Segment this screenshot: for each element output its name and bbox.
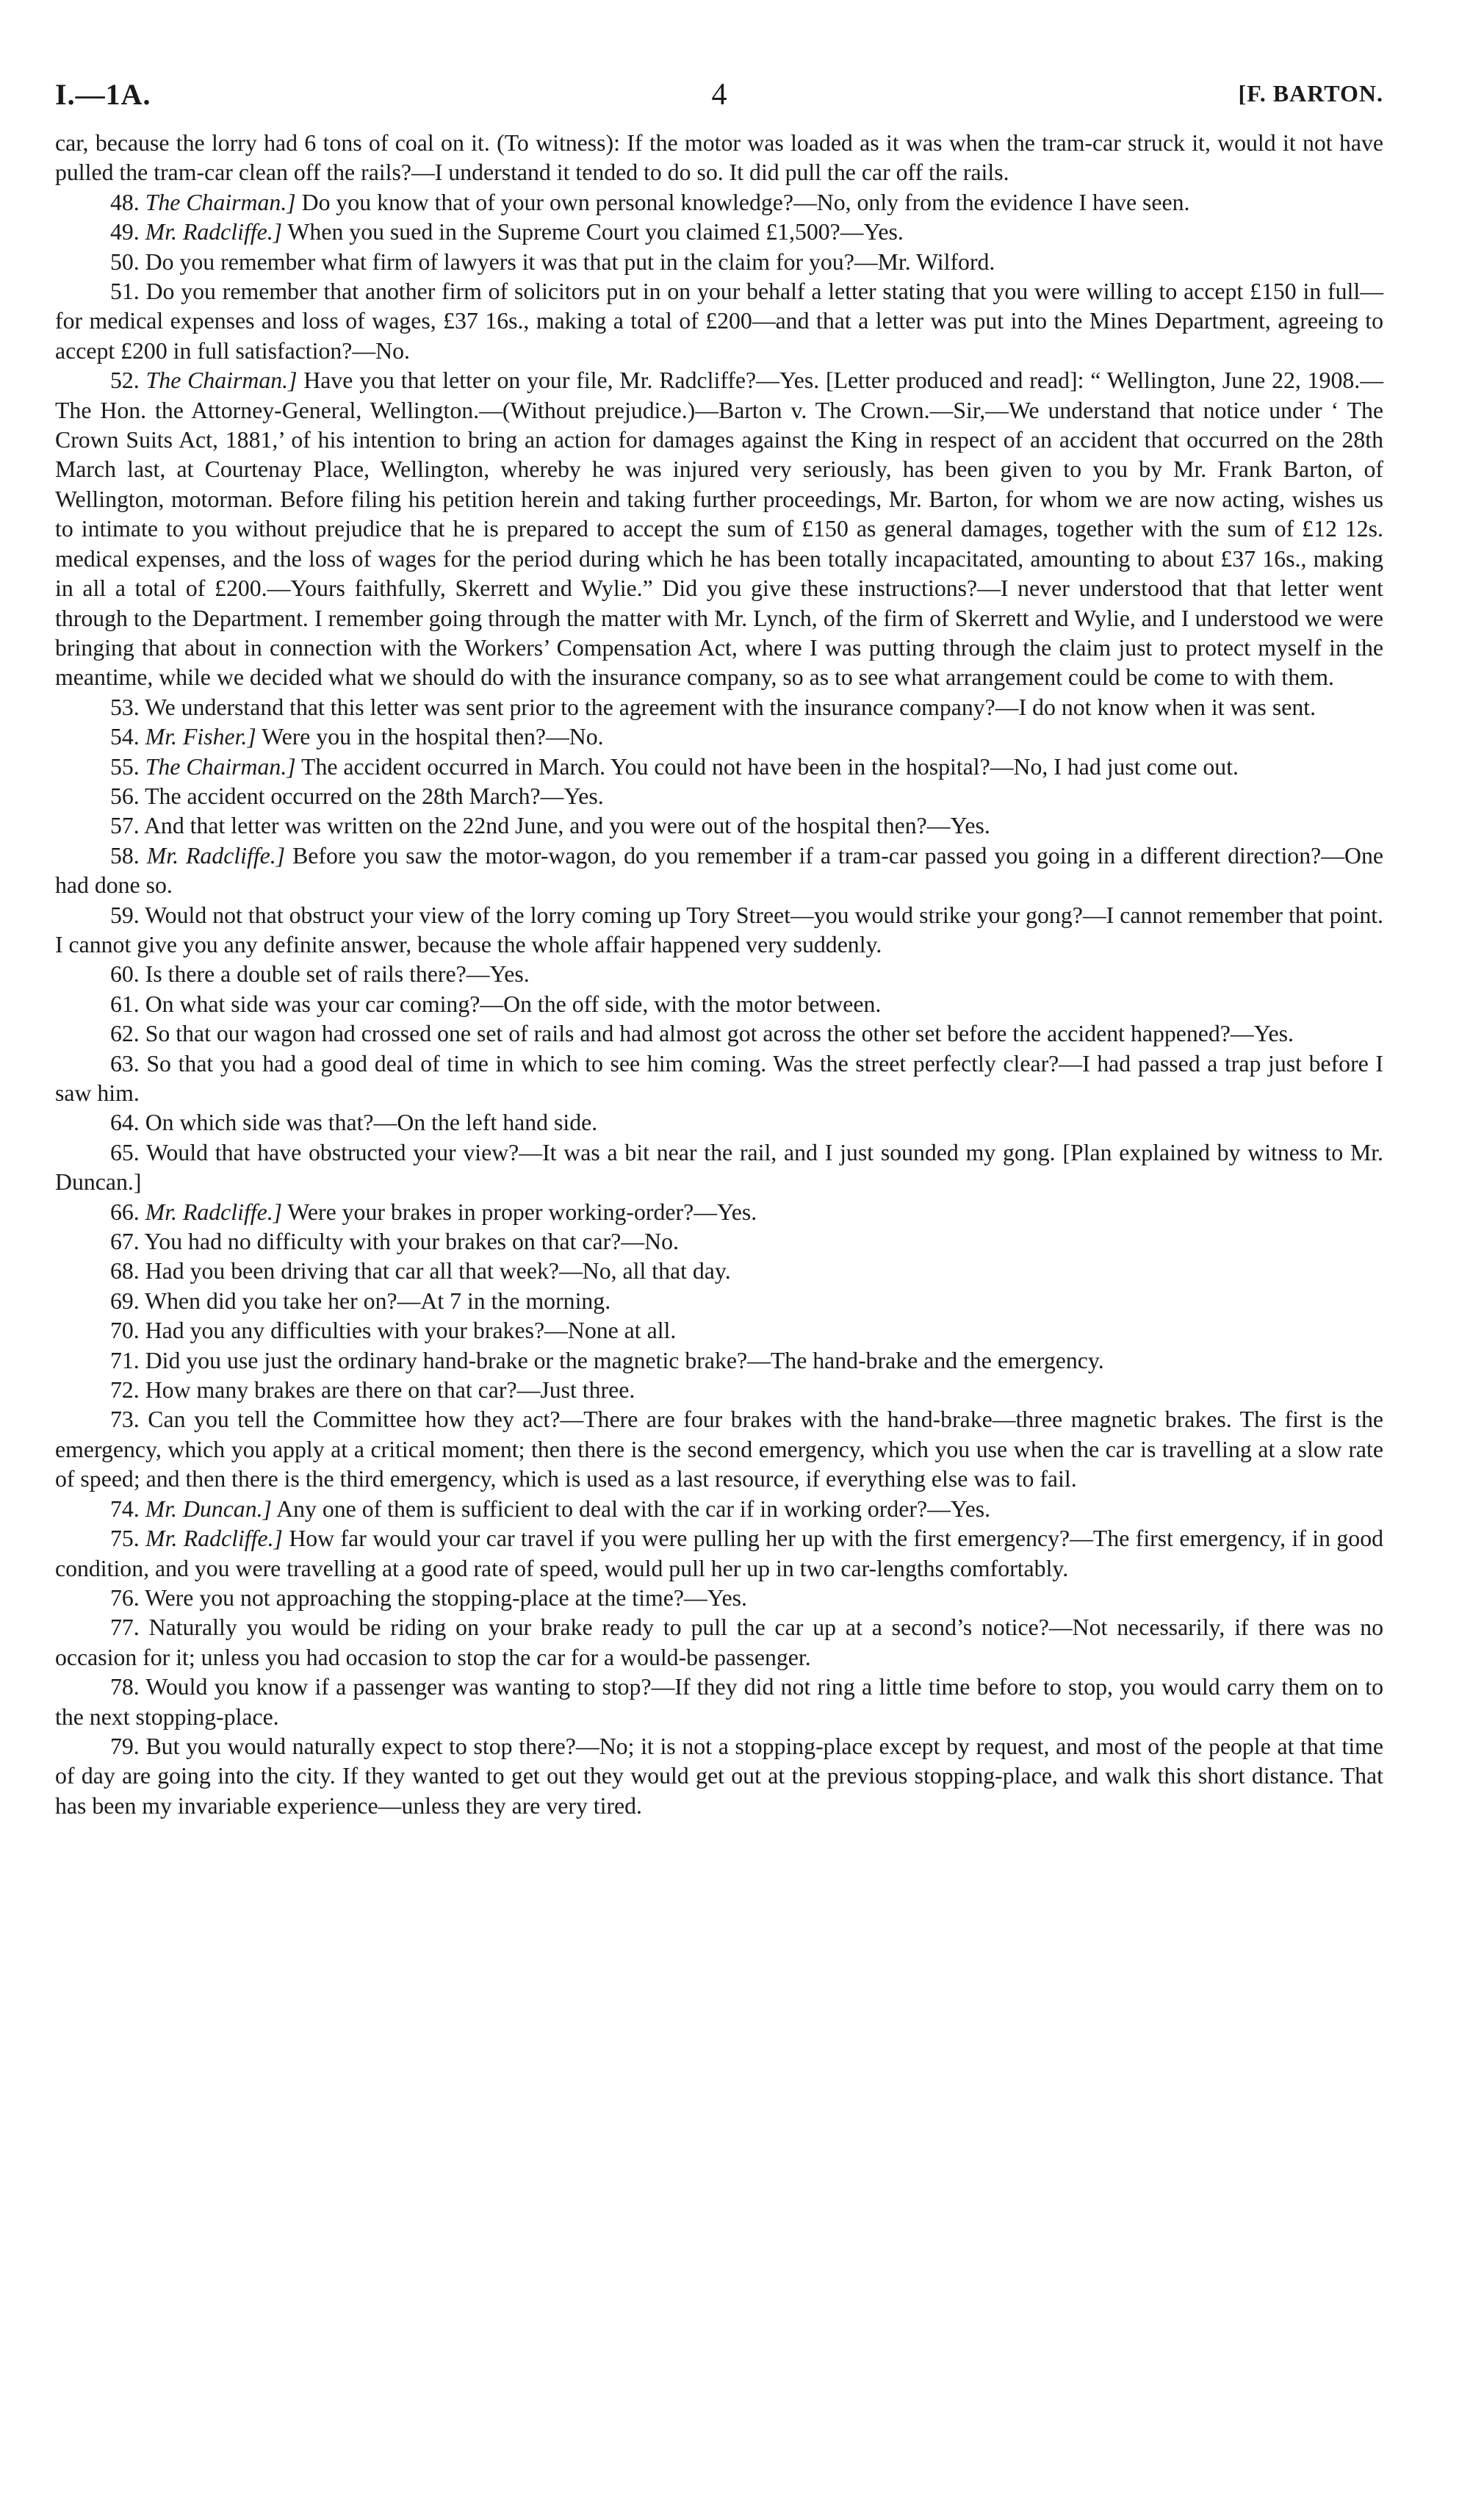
paragraph-text: Do you remember that another firm of solicitors put in on your behalf a letter stating that you were willing to accept £150 in full—for medical expenses and loss of wages, £37 16s., making a total of £200—and that a letter was put into the Mines Department, agreeing to accept £200 in full satisfaction?—No.: [55, 279, 1384, 364]
paragraph-text: So that you had a good deal of time in which to see him coming. Was the street perfectly clear?—I had passed a trap just before I saw him.: [55, 1050, 1383, 1106]
question-paragraph: [55, 1405, 1383, 1494]
question-number: 69.: [110, 1287, 140, 1314]
question-paragraph: [55, 1257, 1383, 1286]
question-number: 70.: [110, 1318, 140, 1344]
page-number: 4: [711, 78, 727, 112]
paragraph-text: Have you that letter on your file, Mr. Radcliffe?—Yes. [Letter produced and read]: “ Wellington, June 22, 1908.—The Hon. the Attorney-General, Wellington.—(Without prejudice.)—Barton v. The Crown.—Sir,—We understand that notice under ‘ The Crown Suits Act, 1881,’ of his intention to bring an action for damages against the King in respect of an accident that occurred on the 28th March last, at Courtenay Place, Wellington, whereby he was injured very seriously, has been given to you by Mr. Frank Barton, of Wellington, motorman. Before filing his petition herein and taking further proceedings, Mr. Barton, for whom we are now acting, wishes us to intimate to you without prejudice that he is prepared to accept the sum of £150 as general damages, together with the sum of £12 12s. medical expenses, and the loss of wages for the period during which he has been totally incapacitated, amounting to about £37 16s., making in all a total of £200.—Yours faithfully, Skerrett and Wylie.” Did you give these instructions?—I never understood that that letter went through to the Department. I remember going through the matter with Mr. Lynch, of the firm of Skerrett and Wylie, and I understood we were bringing that about in connection with the Workers’ Compensation Act, where I was putting through the claim just to protect myself in the meantime, while we decided what we should do with the insurance company, so as to see what arrangement could be come to with them.: [55, 367, 1383, 691]
transcript-body: [55, 129, 1383, 1821]
question-number: 76.: [110, 1584, 140, 1611]
question-number: 64.: [110, 1110, 140, 1136]
paragraph-text: Had you any difficulties with your brakes?—None at all.: [145, 1318, 677, 1344]
paragraph-text: But you would naturally expect to stop there?—No; it is not a stopping-place except by request, and most of the people at that time of day are going into the city. If they wanted to get out they would get out at the previous stopping-place, and walk this short distance. That has been my invariable experience—unless they are very tired.: [55, 1733, 1384, 1819]
paragraph-text: Is there a double set of rails there?—Yes.: [145, 961, 530, 988]
question-number: 58.: [110, 842, 140, 869]
question-number: 49.: [110, 219, 140, 245]
question-paragraph: [55, 218, 1383, 247]
paragraph-text: Do you remember what firm of lawyers it was that put in the claim for you?—Mr. Wilford.: [145, 248, 995, 275]
paragraph-text: On which side was that?—On the left hand side.: [145, 1110, 598, 1136]
question-number: 56.: [110, 783, 140, 809]
speaker-name: The Chairman.]: [145, 367, 298, 394]
paragraph-text: Any one of them is sufficient to deal with the car if in working order?—Yes.: [276, 1495, 991, 1522]
question-paragraph: [55, 1198, 1383, 1227]
question-number: 53.: [110, 694, 140, 720]
question-paragraph: [55, 693, 1383, 722]
question-number: 73.: [110, 1406, 140, 1433]
paragraph-text: Would that have obstructed your view?—It was a bit near the rail, and I just sounded my gong. [Plan explained by witness to Mr. Duncan.]: [55, 1139, 1384, 1196]
question-paragraph: [55, 1227, 1383, 1257]
question-paragraph: [55, 1287, 1383, 1316]
question-number: 74.: [110, 1495, 140, 1522]
question-number: 68.: [110, 1258, 140, 1284]
question-number: 63.: [110, 1050, 140, 1077]
question-paragraph: [55, 1376, 1383, 1405]
paragraph-text: Had you been driving that car all that week?—No, all that day.: [145, 1258, 731, 1284]
paragraph-text: Did you use just the ordinary hand-brake or the magnetic brake?—The hand-brake and the emergency.: [145, 1347, 1104, 1373]
question-paragraph: [55, 960, 1383, 989]
paragraph-text: And that letter was written on the 22nd June, and you were out of the hospital then?—Yes.: [143, 813, 990, 839]
speaker-name: The Chairman.]: [145, 189, 296, 215]
paragraph-text: Were you not approaching the stopping-place at the time?—Yes.: [145, 1584, 747, 1611]
question-number: 72.: [110, 1377, 140, 1404]
question-paragraph: [55, 901, 1383, 960]
question-number: 67.: [110, 1229, 140, 1255]
paragraph-text: Were you in the hospital then?—No.: [262, 724, 604, 750]
continued-paragraph: [55, 129, 1383, 188]
question-paragraph: [55, 1613, 1383, 1672]
question-paragraph: [55, 366, 1383, 692]
question-number: 78.: [110, 1674, 140, 1700]
question-paragraph: [55, 1019, 1383, 1049]
question-paragraph: [55, 1584, 1383, 1613]
question-paragraph: [55, 782, 1383, 811]
question-number: 54.: [110, 724, 140, 750]
paragraph-text: How many brakes are there on that car?—Just three.: [145, 1377, 635, 1404]
question-paragraph: [55, 1524, 1383, 1584]
paragraph-text: Would not that obstruct your view of the lorry coming up Tory Street—you would strike your gong?—I cannot remember that point. I cannot give you any definite answer, because the whole affair happened very suddenly.: [55, 902, 1383, 957]
witness-name: [F. BARTON.: [1238, 80, 1383, 107]
question-number: 75.: [110, 1526, 140, 1552]
question-number: 52.: [110, 367, 140, 394]
question-paragraph: [55, 1316, 1383, 1345]
question-number: 50.: [110, 248, 140, 275]
paragraph-text: Would you know if a passenger was wanting to stop?—If they did not ring a little time before to stop, you would carry them on to the next stopping-place.: [55, 1674, 1383, 1730]
question-number: 59.: [110, 902, 140, 928]
question-paragraph: [55, 188, 1383, 218]
question-paragraph: [55, 1346, 1383, 1376]
paragraph-text: Before you saw the motor-wagon, do you remember if a tram-car passed you going in a different direction?—One had done so.: [55, 842, 1383, 899]
question-paragraph: [55, 1108, 1383, 1138]
paragraph-text: You had no difficulty with your brakes on that car?—No.: [144, 1229, 679, 1255]
question-paragraph: [55, 277, 1383, 366]
paragraph-text: We understand that this letter was sent prior to the agreement with the insurance company?—I do not know when it was sent.: [145, 694, 1316, 720]
question-number: 60.: [110, 961, 140, 988]
question-number: 77.: [110, 1614, 140, 1641]
question-paragraph: [55, 841, 1383, 901]
speaker-name: Mr. Fisher.]: [145, 724, 256, 750]
question-paragraph: [55, 1732, 1383, 1821]
document-reference: I.—1A.: [55, 78, 151, 111]
question-paragraph: [55, 811, 1383, 841]
speaker-name: Mr. Radcliffe.]: [145, 1199, 283, 1225]
page-header: [55, 77, 1383, 129]
paragraph-text: car, because the lorry had 6 tons of coal on it. (To witness): If the motor was loaded as it was when the tram-car struck it, would it not have pulled the tram-car clean off the rails?—I understand it tended to do so. It did pull the car off the rails.: [55, 130, 1383, 186]
paragraph-text: Naturally you would be riding on your brake ready to pull the car up at a second’s notice?—Not necessarily, if there was no occasion for it; unless you had occasion to stop the car for a would-be passenger.: [55, 1614, 1383, 1670]
paragraph-text: Were your brakes in proper working-order?—Yes.: [287, 1199, 757, 1225]
question-number: 61.: [110, 991, 140, 1017]
question-number: 48.: [110, 189, 140, 215]
speaker-name: Mr. Duncan.]: [145, 1495, 272, 1522]
question-number: 57.: [110, 813, 140, 839]
question-number: 55.: [110, 753, 140, 780]
paragraph-text: On what side was your car coming?—On the off side, with the motor between.: [145, 991, 882, 1017]
paragraph-text: Do you know that of your own personal knowledge?—No, only from the evidence I have seen.: [301, 189, 1190, 215]
question-paragraph: [55, 752, 1383, 782]
speaker-name: Mr. Radcliffe.]: [146, 842, 286, 869]
question-paragraph: [55, 722, 1383, 752]
question-number: 62.: [110, 1021, 140, 1047]
question-paragraph: [55, 1138, 1383, 1198]
question-number: 66.: [110, 1199, 140, 1225]
paragraph-text: So that our wagon had crossed one set of rails and had almost got across the other set before the accident happened?—Yes.: [145, 1021, 1294, 1047]
question-paragraph: [55, 1495, 1383, 1524]
question-number: 65.: [110, 1139, 140, 1165]
document-page: [55, 77, 1383, 1821]
question-number: 71.: [110, 1347, 140, 1373]
speaker-name: The Chairman.]: [145, 753, 296, 780]
paragraph-text: When you sued in the Supreme Court you claimed £1,500?—Yes.: [287, 219, 904, 245]
question-paragraph: [55, 1672, 1383, 1732]
paragraph-text: How far would your car travel if you were pulling her up with the first emergency?—The first emergency, if in good condition, and you were travelling at a good rate of speed, would pull her up in two car-lengths comfortably.: [55, 1526, 1384, 1581]
question-number: 51.: [110, 279, 140, 305]
question-paragraph: [55, 1049, 1383, 1109]
speaker-name: Mr. Radcliffe.]: [145, 219, 283, 245]
question-paragraph: [55, 248, 1383, 277]
speaker-name: Mr. Radcliffe.]: [145, 1526, 283, 1552]
question-paragraph: [55, 990, 1383, 1019]
paragraph-text: The accident occurred on the 28th March?—Yes.: [145, 783, 604, 809]
paragraph-text: When did you take her on?—At 7 in the morning.: [145, 1287, 611, 1314]
question-number: 79.: [110, 1733, 140, 1759]
paragraph-text: Can you tell the Committee how they act?—There are four brakes with the hand-brake—three magnetic brakes. The first is the emergency, which you apply at a critical moment; then there is the second emergency, which you use when the car is travelling at a slow rate of speed; and then there is the third emergency, which is used as a last resource, if everything else was to fail.: [55, 1406, 1383, 1492]
paragraph-text: The accident occurred in March. You could not have been in the hospital?—No, I had just come out.: [301, 753, 1239, 780]
